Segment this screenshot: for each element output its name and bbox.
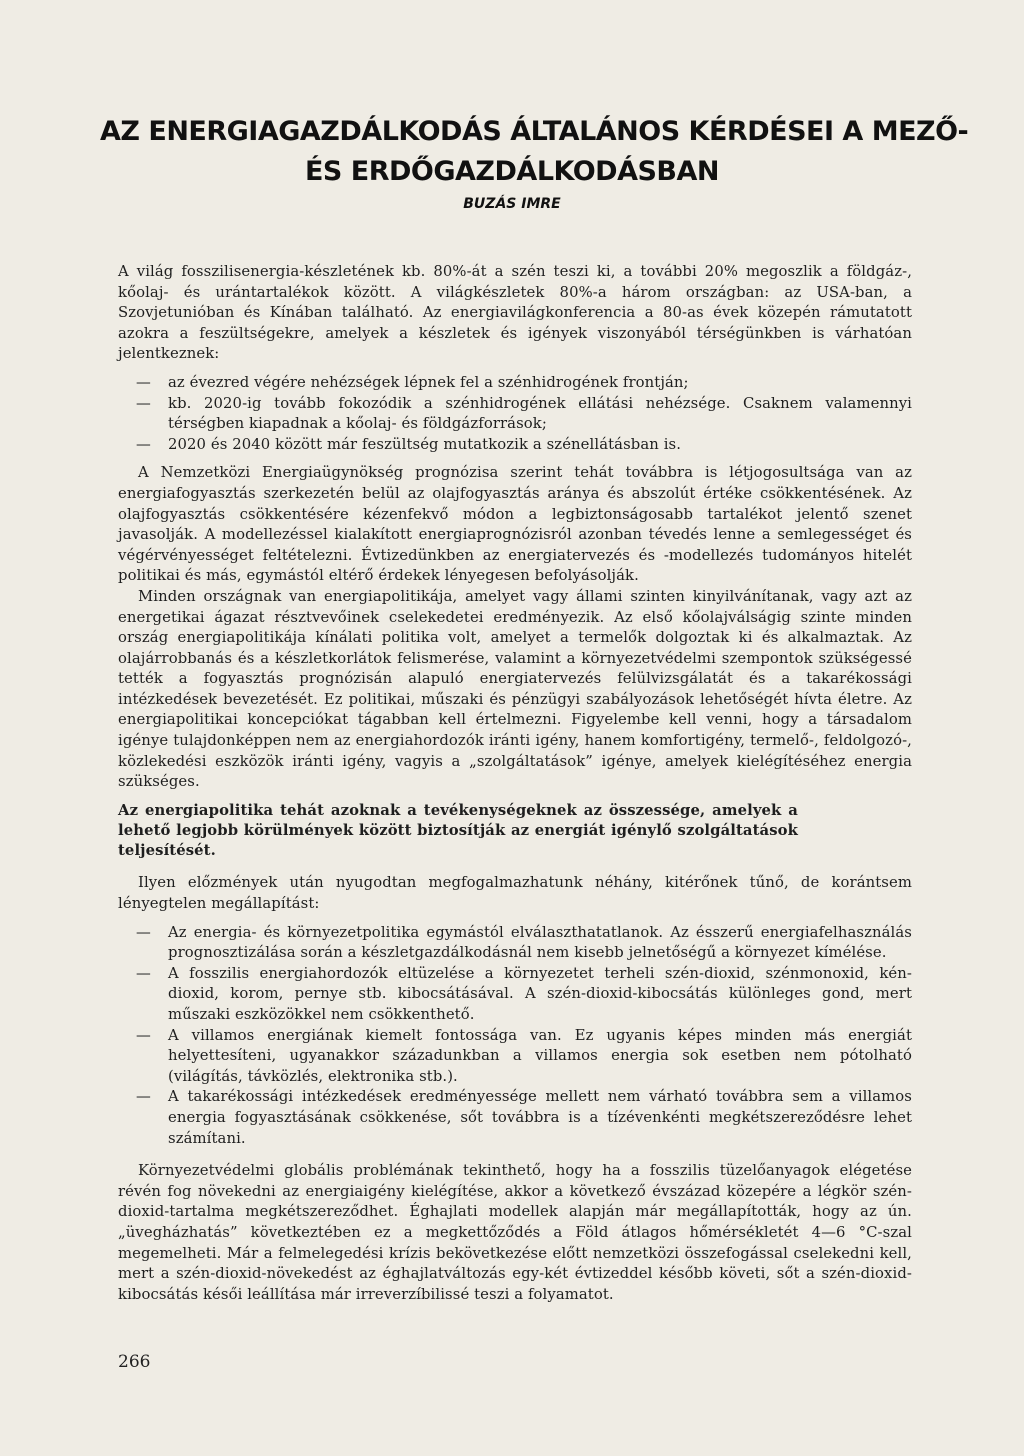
- paragraph-statements-intro: Ilyen előzmények után nyugodtan megfogalmazhatunk néhány, kitérőnek tűnő, de korántsem lényegtelen megállapítást:: [118, 874, 912, 913]
- paragraph-intro: A világ fosszilisenergia-készletének kb. 80%-át a szén teszi ki, a további 20% megoszlik a földgáz-, kőolaj- és urántartalékok között. A világkészletek 80%-a három országban: az USA-ban, a Szovjetunióban és Kínában található. Az energiavilágkonferencia a 80-as évek közepén rámutatott azokra a feszültségekre, amelyek a készletek és igények viszonyából térségünkben is várhatóan jelentkeznek:: [118, 263, 912, 363]
- forecast-list: [118, 373, 912, 455]
- statements-list: [118, 923, 912, 1150]
- list-item: — kb. 2020-ig tovább fokozódik a szénhidrogének ellátási nehézsége. Csaknem valamennyi térségben kiapadnak a kőolaj- és földgázforrások;: [118, 394, 912, 435]
- article-body: [118, 262, 912, 1305]
- title-line-2: ÉS ERDŐGAZDÁLKODÁSBAN: [304, 156, 720, 187]
- paragraph-iea: A Nemzetközi Energiaügynökség prognózisa szerint tehát továbbra is létjogosultsága van az energiafogyasztás szerkezetén belül az olajfogyasztás aránya és abszolút értéke csökkentésének. Az olajfogyasztás csökkentésére kézenfekvő módon a legbiztonságosabb tartalékot jelentő szenet javasolják. A modellezéssel kialakított energiaprognózisról azonban tévedés lenne a semlegességet és végérvényességet feltételezni. Évtizedünkben az energiatervezés és -modellezés tudományos hitelét politikai és más, egymástól eltérő érdekek lényegesen befolyásolják.: [118, 464, 912, 585]
- list-item: — A fosszilis energiahordozók eltüzelése a környezetet terheli szén-dioxid, szénmonoxid, kén-dioxid, korom, pernye stb. kibocsátásával. A szén-dioxid-kibocsátás különleges gond, mert műszaki eszközökkel nem csökkenthető.: [118, 964, 912, 1026]
- list-item: — Az energia- és környezetpolitika egymástól elválaszthatatlanok. Az ésszerű energiafelhasználás prognosztizálása során a készletgazdálkodásnál nem kisebb jelnetőségű a környezet kímélése.: [118, 923, 912, 964]
- article-title: [100, 112, 969, 192]
- title-line-1: AZ ENERGIAGAZDÁLKODÁS ÁLTALÁNOS KÉRDÉSEI A MEZŐ-: [100, 116, 969, 147]
- article-author: BUZÁS IMRE: [463, 196, 561, 212]
- page-number: 266: [118, 1352, 151, 1372]
- list-item: — az évezred végére nehézségek lépnek fel a szénhidrogének frontján;: [118, 373, 912, 394]
- emphasis-definition: Az energiapolitika tehát azoknak a tevékenységeknek az összessége, amelyek a lehető legjobb körülmények között biztosítják az energiát igénylő szolgáltatások teljesítését.: [118, 801, 798, 860]
- list-item: — A villamos energiának kiemelt fontossága van. Ez ugyanis képes minden más energiát helyettesíteni, ugyanakkor századunkban a villamos energia sok esetben nem pótolható (világítás, távközlés, elektronika stb.).: [118, 1026, 912, 1088]
- paragraph-energy-policy: Minden országnak van energiapolitikája, amelyet vagy állami szinten kinyilvánítanak, vagy azt az energetikai ágazat résztvevőinek cselekedetei eredményezik. Az első kőolajválságig szinte minden ország energiapolitikája kínálati politika volt, amelyet a termelők dolgoztak ki és alkalmaztak. Az olajárrobbanás és a készletkorlátok felismerése, valamint a környezetvédelmi szempontok szükségessé tették a fogyasztás prognózisán alapuló energiatervezés felülvizsgálatát és a takarékossági intézkedések bevezetését. Ez politikai, műszaki és pénzügyi szabályozások lehetőségét hívta életre. Az energiapolitikai koncepciókat tágabban kell értelmezni. Figyelembe kell venni, hogy a társadalom igénye tulajdonképpen nem az energiahordozók iránti igény, hanem komfortigény, termelő-, feldolgozó-, közlekedési eszközök iránti igény, vagyis a „szolgáltatások” igénye, amelyek kielégítéséhez energia szükséges.: [118, 587, 912, 791]
- list-item: — A takarékossági intézkedések eredményessége mellett nem várható továbbra sem a villamos energia fogyasztásának csökkenése, sőt továbbra is a tízévenkénti megkétszereződésre lehet számítani.: [118, 1087, 912, 1149]
- list-item: — 2020 és 2040 között már feszültség mutatkozik a szénellátásban is.: [118, 435, 912, 456]
- paragraph-climate: Környezetvédelmi globális problémának tekinthető, hogy ha a fosszilis tüzelőanyagok elégetése révén fog növekedni az energiaigény kielégítése, akkor a következő évszázad közepére a légkör szén-dioxid-tartalma megkétszereződhet. Éghajlati modellek alapján már megállapították, hogy az ún. „üvegházhatás” következtében ez a megkettőződés a Föld átlagos hőmérsékletét 4—6 °C-szal megemelheti. Már a felmelegedési krízis bekövetkezése előtt nemzetközi összefogással cselekedni kell, mert a szén-dioxid-növekedést az éghajlatváltozás egy-két évtizeddel később követi, sőt a szén-dioxid-kibocsátás késői leállítása már irreverzíbilissé teszi a folyamatot.: [118, 1162, 912, 1303]
